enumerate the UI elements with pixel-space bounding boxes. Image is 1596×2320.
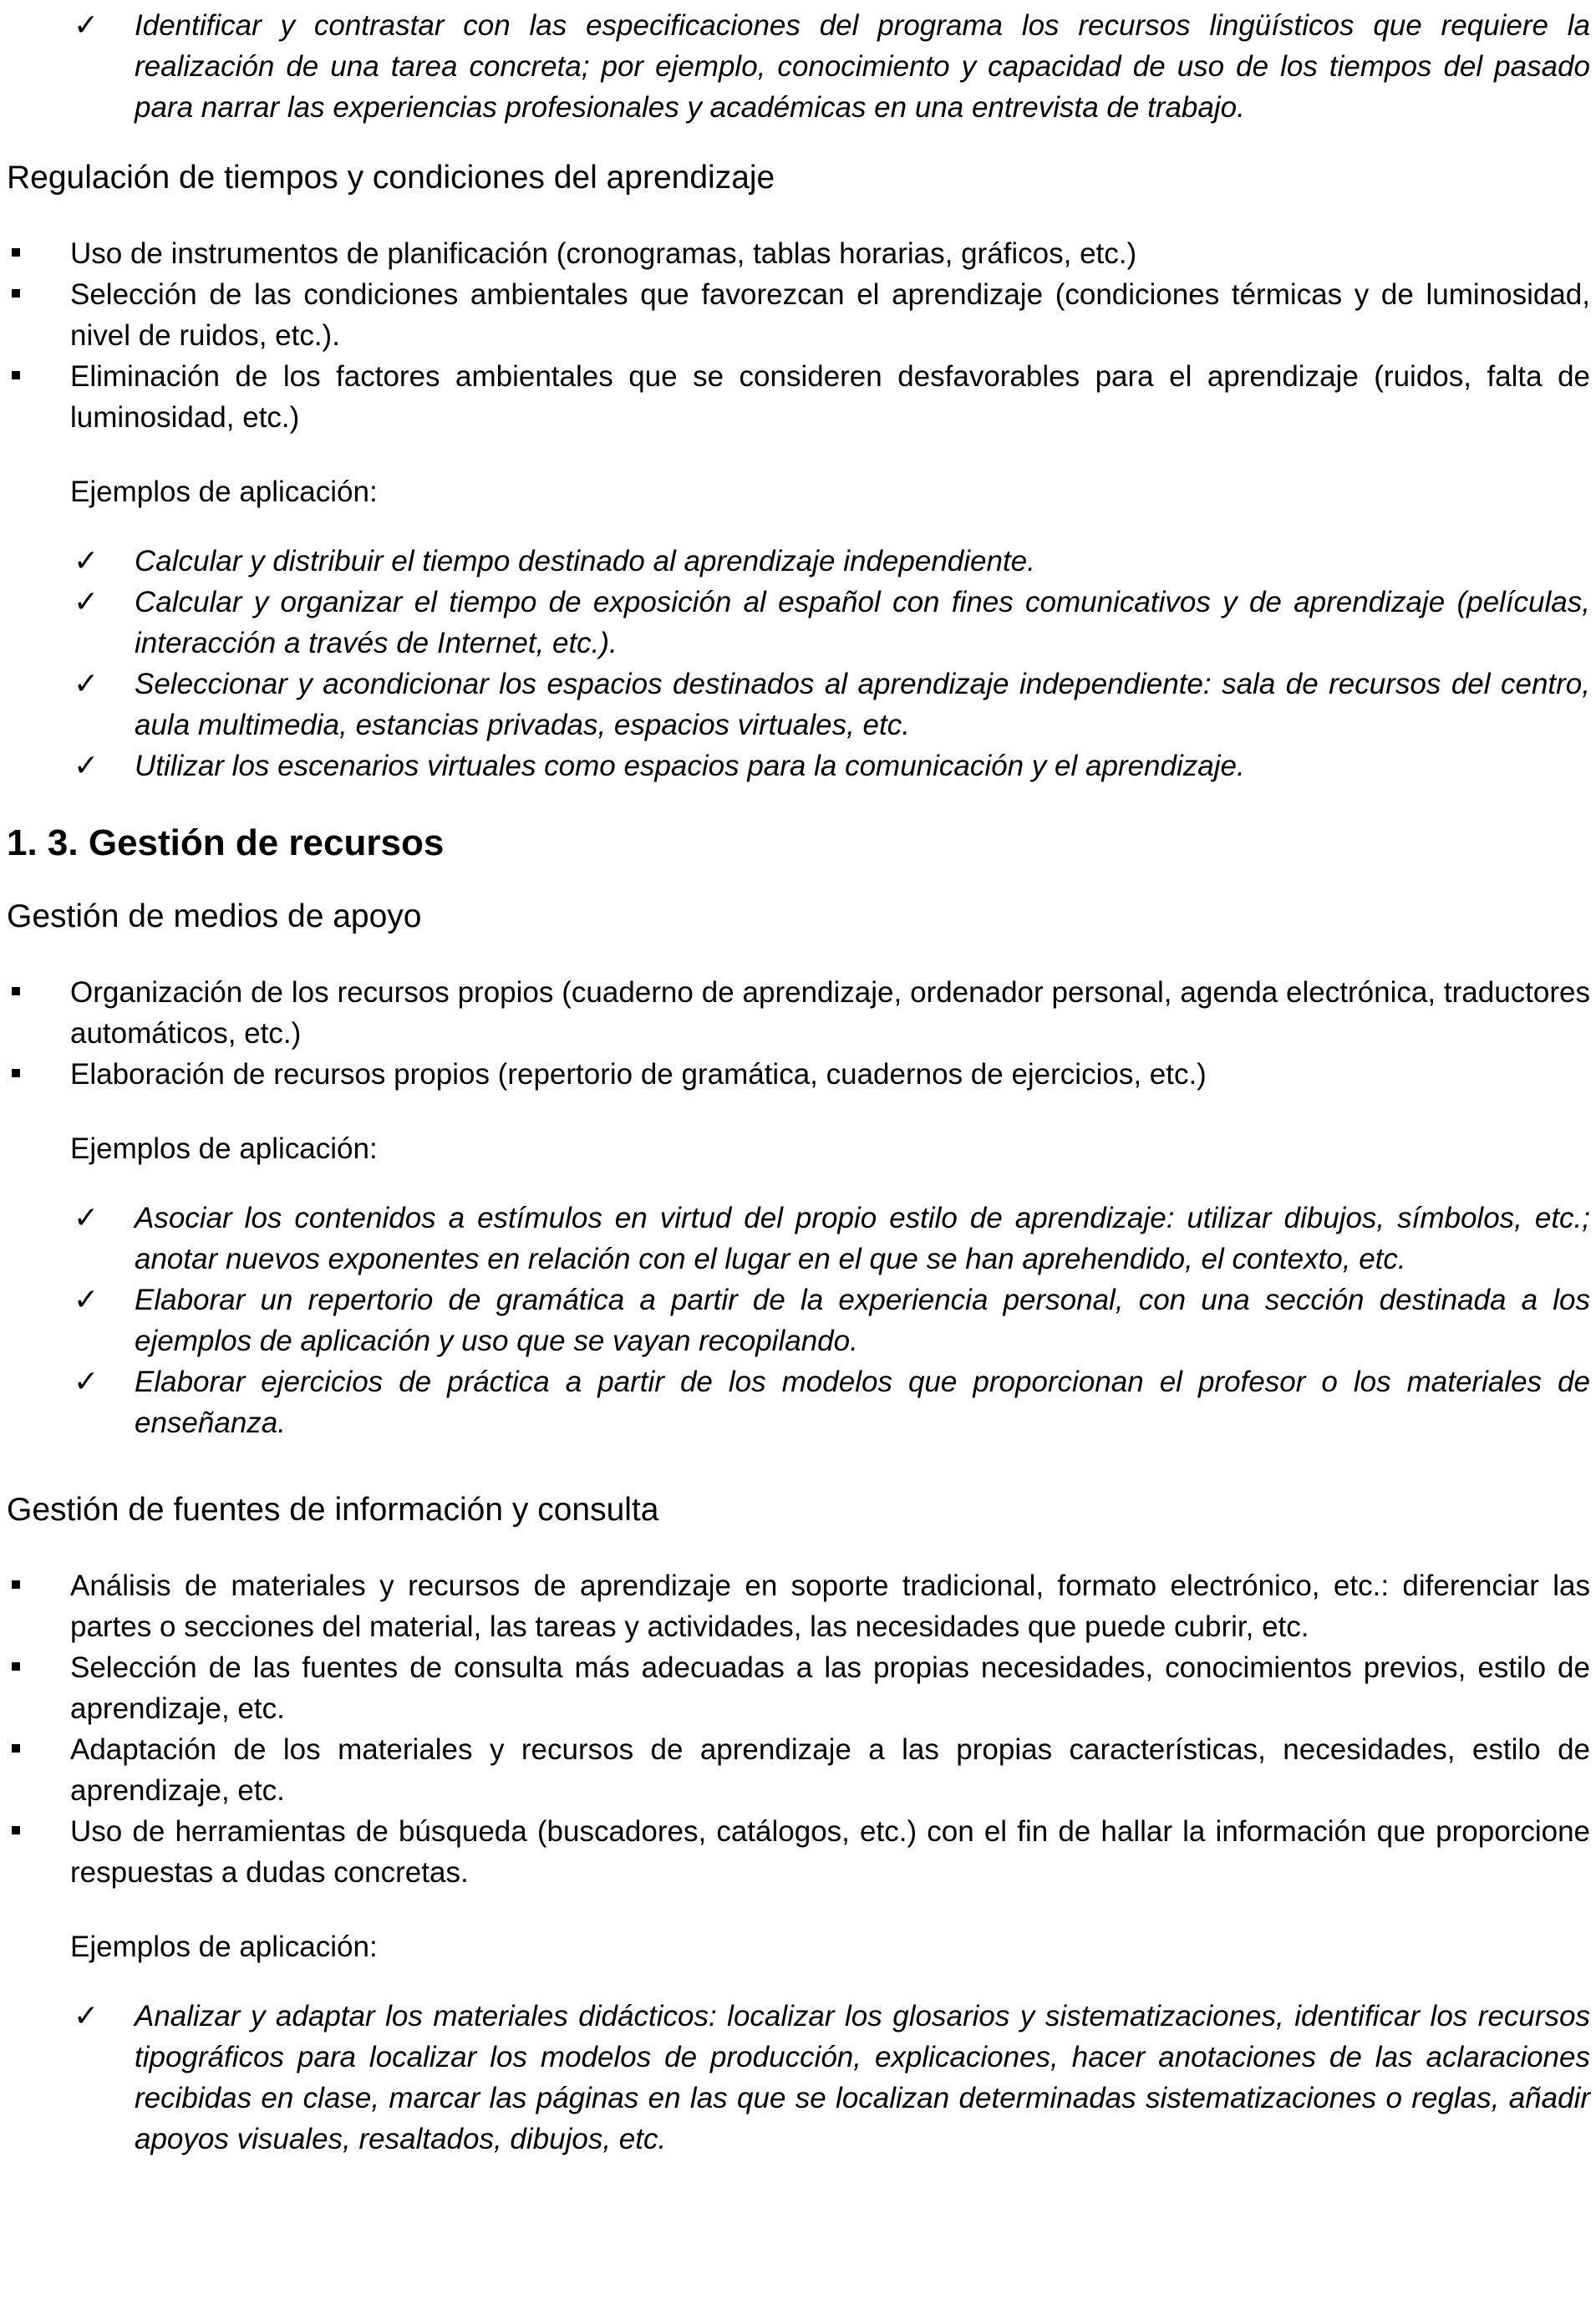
list-item-text: Selección de las condiciones ambientales que favorezcan el aprendizaje (condiciones térmicas y de luminosidad, nivel de ruidos, etc.).	[70, 278, 1590, 352]
list-item-text: Uso de instrumentos de planificación (cronogramas, tablas horarias, gráficos, etc.)	[70, 237, 1137, 270]
list-item-text: Calcular y distribuir el tiempo destinado al aprendizaje independiente.	[135, 545, 1035, 577]
list-item	[7, 664, 1590, 745]
list-item-text: Analizar y adaptar los materiales didácticos: localizar los glosarios y sistematizaciones, identificar los recursos tipográficos para localizar los modelos de producción, explicaciones, hacer anotaciones de las aclaraciones recibidas en clase, marcar las páginas en las que se localizan determinadas sistematizaciones o reglas, añadir apoyos visuales, resaltados, dibujos, etc.	[135, 2000, 1590, 2155]
list-item	[7, 745, 1590, 786]
list-item	[7, 5, 1590, 128]
checkmark-icon: ✓	[74, 667, 99, 701]
document-page	[7, 5, 1590, 2160]
checkmark-icon: ✓	[74, 585, 99, 619]
list-item	[7, 1361, 1590, 1443]
examples-label: Ejemplos de aplicación:	[70, 1931, 378, 1963]
list-item-text: Uso de herramientas de búsqueda (buscadores, catálogos, etc.) con el fin de hallar la información que proporcione respuestas a dudas concretas.	[70, 1815, 1590, 1889]
list-item-text: Asociar los contenidos a estímulos en virtud del propio estilo de aprendizaje: utilizar dibujos, símbolos, etc.; anotar nuevos exponentes en relación con el lugar en el que se han aprehendido, el contexto, etc.	[135, 1202, 1590, 1275]
list-item	[7, 1729, 1590, 1811]
list-item-text: Utilizar los escenarios virtuales como espacios para la comunicación y el aprendizaje.	[135, 750, 1245, 782]
list-item-text: Selección de las fuentes de consulta más adecuadas a las propias necesidades, conocimientos previos, estilo de aprendizaje, etc.	[70, 1651, 1590, 1725]
square-bullet-icon	[12, 1069, 20, 1077]
list-item	[7, 1647, 1590, 1729]
square-bullet-icon	[12, 987, 20, 995]
section-title: 1. 3. Gestión de recursos	[7, 822, 445, 863]
list-item-text: Elaborar un repertorio de gramática a partir de la experiencia personal, con una sección destinada a los ejemplos de aplicación y uso que se vayan recopilando.	[135, 1284, 1590, 1357]
list-item	[7, 1996, 1590, 2160]
list-item-text: Identificar y contrastar con las especificaciones del programa los recursos lingüísticos que requiere la realización de una tarea concreta; por ejemplo, conocimiento y capacidad de uso de los tiempos del pasado para narrar las experiencias profesionales y académicas en una entrevista de trabajo.	[135, 9, 1590, 124]
examples-label: Ejemplos de aplicación:	[70, 1132, 378, 1165]
square-bullet-icon	[12, 1826, 20, 1834]
list-item-text: Elaborar ejercicios de práctica a partir de los modelos que proporcionan el profesor o los materiales de enseñanza.	[135, 1366, 1590, 1439]
checkmark-icon: ✓	[74, 1999, 99, 2033]
checkmark-icon: ✓	[74, 544, 99, 578]
list-item	[7, 1565, 1590, 1647]
list-item	[7, 972, 1590, 1054]
square-bullet-icon	[12, 371, 20, 379]
list-item	[7, 233, 1590, 274]
checkmark-icon: ✓	[74, 1283, 99, 1317]
list-item-text: Organización de los recursos propios (cuaderno de aprendizaje, ordenador personal, agenda electrónica, traductores automáticos, etc.)	[70, 976, 1590, 1050]
square-bullet-icon	[12, 248, 20, 257]
subheading-fuentes: Gestión de fuentes de información y consulta	[7, 1492, 659, 1528]
list-item-text: Elaboración de recursos propios (repertorio de gramática, cuadernos de ejercicios, etc.)	[70, 1058, 1207, 1091]
list-item	[7, 1054, 1590, 1095]
list-item-text: Eliminación de los factores ambientales que se consideren desfavorables para el aprendizaje (ruidos, falta de luminosidad, etc.)	[70, 360, 1590, 434]
list-item	[7, 541, 1590, 582]
square-bullet-icon	[12, 1662, 20, 1671]
list-item	[7, 356, 1590, 438]
examples-label: Ejemplos de aplicación:	[70, 476, 378, 508]
list-item	[7, 582, 1590, 664]
list-item-text: Calcular y organizar el tiempo de exposición al español con fines comunicativos y de aprendizaje (películas, interacción a través de Internet, etc.).	[135, 586, 1590, 659]
list-item-text: Adaptación de los materiales y recursos de aprendizaje a las propias características, necesidades, estilo de aprendizaje, etc.	[70, 1733, 1590, 1807]
list-item	[7, 1280, 1590, 1361]
list-item	[7, 1811, 1590, 1893]
list-item	[7, 274, 1590, 356]
list-item-text: Seleccionar y acondicionar los espacios destinados al aprendizaje independiente: sala de recursos del centro, aula multimedia, estancias privadas, espacios virtuales, etc.	[135, 668, 1590, 741]
list-item	[7, 1198, 1590, 1280]
subheading-regulacion: Regulación de tiempos y condiciones del aprendizaje	[7, 160, 775, 196]
checkmark-icon: ✓	[74, 1201, 99, 1235]
checkmark-icon: ✓	[74, 749, 99, 783]
square-bullet-icon	[12, 1744, 20, 1753]
square-bullet-icon	[12, 1580, 20, 1589]
checkmark-icon: ✓	[74, 8, 99, 43]
list-item-text: Análisis de materiales y recursos de aprendizaje en soporte tradicional, formato electrónico, etc.: diferenciar las partes o secciones del material, las tareas y actividades, las necesidades que puede cubrir, etc.	[70, 1570, 1590, 1643]
checkmark-icon: ✓	[74, 1365, 99, 1399]
square-bullet-icon	[12, 289, 20, 298]
subheading-medios: Gestión de medios de apoyo	[7, 898, 422, 934]
